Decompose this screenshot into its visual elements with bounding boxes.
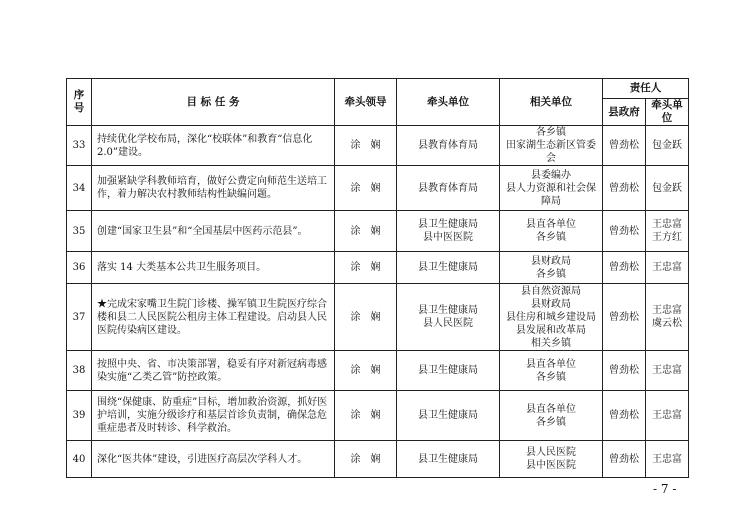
task-description: 落实 14 大类基本公共卫生服务项目。 bbox=[92, 252, 335, 284]
task-description: 深化“医共体”建设，引进医疗高层次学科人才。 bbox=[92, 441, 335, 478]
row-number: 39 bbox=[67, 391, 92, 441]
table-row bbox=[67, 211, 689, 252]
header-county-gov: 县政府 bbox=[603, 99, 646, 126]
table-row bbox=[67, 284, 689, 351]
row-number: 38 bbox=[67, 351, 92, 391]
task-description: 创建“国家卫生县”和“全国基层中医药示范县”。 bbox=[92, 211, 335, 252]
row-number: 33 bbox=[67, 126, 92, 166]
related-units: 县人民医院 县中医医院 bbox=[500, 441, 603, 478]
county-gov-person: 曾劲松 bbox=[603, 284, 646, 351]
header-lead-unit-person: 牵头单位 bbox=[646, 99, 689, 126]
header-leader: 牵头领导 bbox=[335, 79, 397, 126]
task-description: 围绕“保健康、防重症”目标，增加救治资源，抓好医护培训，实施分级诊疗和基层首诊负责制，确保急危重症患者及时转诊、科学救治。 bbox=[92, 391, 335, 441]
lead-unit: 县教育体育局 bbox=[397, 126, 500, 166]
county-gov-person: 曾劲松 bbox=[603, 166, 646, 211]
table-row bbox=[67, 441, 689, 478]
header-responsible: 责任人 bbox=[603, 79, 689, 99]
task-table bbox=[66, 78, 689, 478]
lead-unit-person: 包金跃 bbox=[646, 166, 689, 211]
header-num: 序号 bbox=[67, 79, 92, 126]
lead-unit-person: 王忠富 bbox=[646, 252, 689, 284]
lead-leader: 涂 娴 bbox=[335, 211, 397, 252]
row-number: 40 bbox=[67, 441, 92, 478]
lead-unit-person: 王忠富 bbox=[646, 391, 689, 441]
county-gov-person: 曾劲松 bbox=[603, 252, 646, 284]
lead-unit-person: 包金跃 bbox=[646, 126, 689, 166]
row-number: 34 bbox=[67, 166, 92, 211]
table-row bbox=[67, 391, 689, 441]
lead-unit: 县卫生健康局 bbox=[397, 351, 500, 391]
lead-unit: 县卫生健康局 县人民医院 bbox=[397, 284, 500, 351]
lead-unit-person: 王忠富 bbox=[646, 351, 689, 391]
lead-leader: 涂 娴 bbox=[335, 252, 397, 284]
lead-unit: 县卫生健康局 bbox=[397, 252, 500, 284]
lead-leader: 涂 娴 bbox=[335, 126, 397, 166]
table-row bbox=[67, 351, 689, 391]
related-units: 县直各单位 各乡镇 bbox=[500, 351, 603, 391]
county-gov-person: 曾劲松 bbox=[603, 391, 646, 441]
county-gov-person: 曾劲松 bbox=[603, 351, 646, 391]
header-related-unit: 相关单位 bbox=[500, 79, 603, 126]
lead-leader: 涂 娴 bbox=[335, 391, 397, 441]
lead-unit: 县卫生健康局 bbox=[397, 441, 500, 478]
lead-unit-person: 王忠富 bbox=[646, 441, 689, 478]
header-task: 目 标 任 务 bbox=[92, 79, 335, 126]
task-description: 持续优化学校布局，深化“校联体”和教育“信息化 2.0”建设。 bbox=[92, 126, 335, 166]
row-number: 36 bbox=[67, 252, 92, 284]
page-number: - 7 - bbox=[653, 482, 677, 496]
task-description: ★完成宋家嘴卫生院门诊楼、操军镇卫生院医疗综合楼和县二人民医院公租房主体工程建设。启动县人民医院传染病区建设。 bbox=[92, 284, 335, 351]
row-number: 37 bbox=[67, 284, 92, 351]
lead-unit: 县卫生健康局 县中医医院 bbox=[397, 211, 500, 252]
task-description: 按照中央、省、市决策部署，稳妥有序对新冠病毒感染实施“乙类乙管”防控政策。 bbox=[92, 351, 335, 391]
lead-unit: 县卫生健康局 bbox=[397, 391, 500, 441]
county-gov-person: 曾劲松 bbox=[603, 211, 646, 252]
related-units: 县委编办 县人力资源和社会保障局 bbox=[500, 166, 603, 211]
related-units: 县直各单位 各乡镇 bbox=[500, 211, 603, 252]
related-units: 县自然资源局 县财政局 县住房和城乡建设局 县发展和改革局 相关乡镇 bbox=[500, 284, 603, 351]
table-row bbox=[67, 166, 689, 211]
related-units: 县财政局 各乡镇 bbox=[500, 252, 603, 284]
table-row bbox=[67, 252, 689, 284]
header-lead-unit: 牵头单位 bbox=[397, 79, 500, 126]
table-row bbox=[67, 126, 689, 166]
row-number: 35 bbox=[67, 211, 92, 252]
related-units: 各乡镇 田家湖生态新区管委会 bbox=[500, 126, 603, 166]
task-description: 加强紧缺学科教师培育，做好公费定向师范生送培工作，着力解决农村教师结构性缺编问题。 bbox=[92, 166, 335, 211]
county-gov-person: 曾劲松 bbox=[603, 441, 646, 478]
county-gov-person: 曾劲松 bbox=[603, 126, 646, 166]
lead-unit-person: 王忠富 王方红 bbox=[646, 211, 689, 252]
lead-leader: 涂 娴 bbox=[335, 441, 397, 478]
lead-leader: 涂 娴 bbox=[335, 284, 397, 351]
lead-unit: 县教育体育局 bbox=[397, 166, 500, 211]
lead-unit-person: 王忠富 虞云松 bbox=[646, 284, 689, 351]
lead-leader: 涂 娴 bbox=[335, 351, 397, 391]
related-units: 县直各单位 各乡镇 bbox=[500, 391, 603, 441]
lead-leader: 涂 娴 bbox=[335, 166, 397, 211]
